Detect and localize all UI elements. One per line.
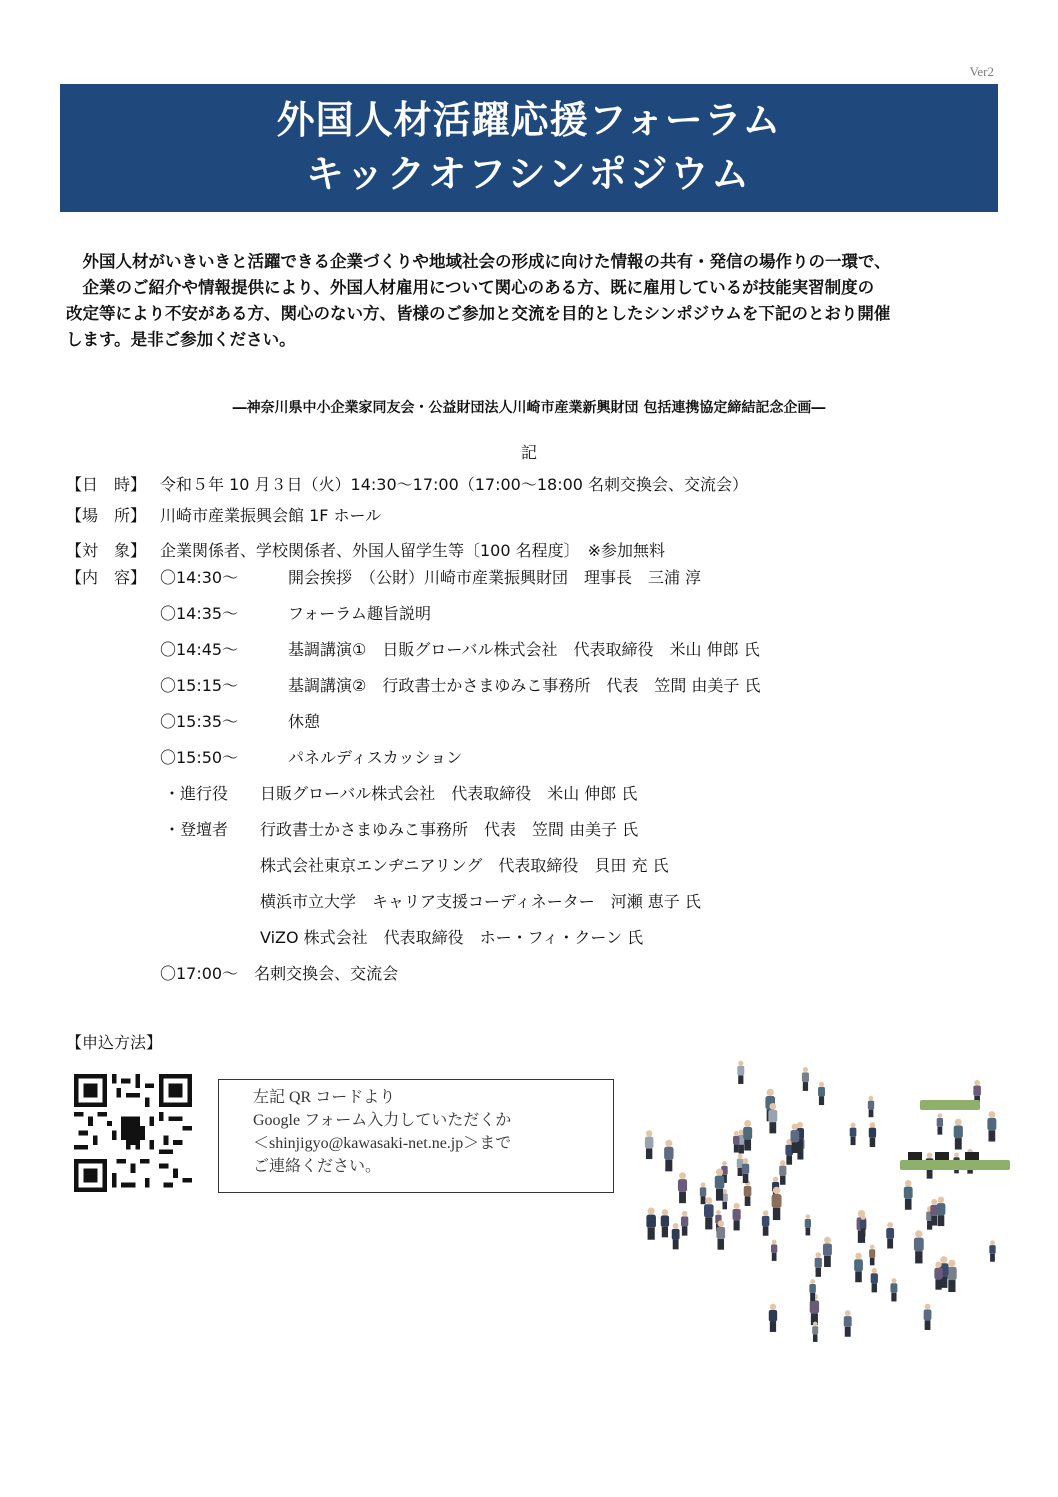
person-figure xyxy=(869,1122,876,1147)
content-row xyxy=(66,565,160,588)
person-figure xyxy=(733,1203,741,1231)
program-time: 〇15:15～ xyxy=(160,676,239,695)
person-figure xyxy=(737,1061,744,1084)
speaker-name: 横浜市立大学 キャリア支援コーディネーター 河瀬 恵子 氏 xyxy=(260,892,701,911)
intro-line: 企業のご紹介や情報提供により、外国人材雇用について関心のある方、既に雇用しているが技能実習制度の xyxy=(66,278,875,297)
date-row xyxy=(66,472,748,495)
person-figure xyxy=(860,1215,866,1236)
program-desc: 開会挨拶 （公財）川崎市産業振興財団 理事長 三浦 淳 xyxy=(288,568,702,587)
apply-line: 左記 QR コードより xyxy=(253,1089,396,1106)
person-figure xyxy=(868,1096,874,1117)
person-figure xyxy=(844,1310,852,1337)
program-desc: フォーラム趣旨説明 xyxy=(288,604,432,623)
person-figure xyxy=(645,1130,654,1159)
program-time: 〇15:50～ xyxy=(160,748,239,767)
person-figure xyxy=(890,1278,897,1301)
person-figure xyxy=(771,1240,777,1261)
person-figure xyxy=(805,1214,811,1235)
program-time: 〇14:30～ xyxy=(160,568,239,587)
date-label: 【日 時】 xyxy=(66,475,147,494)
person-figure xyxy=(661,1209,669,1237)
person-figure xyxy=(762,1210,770,1236)
person-figure xyxy=(791,1124,800,1153)
speaker-name: 株式会社東京エンヂニアリング 代表取締役 貝田 充 氏 xyxy=(260,856,669,875)
person-figure xyxy=(704,1197,714,1229)
person-figure xyxy=(744,1180,752,1206)
title-line-2: キックオフシンポジウム xyxy=(305,152,753,196)
content-label: 【内 容】 xyxy=(66,568,147,587)
person-figure xyxy=(772,1187,782,1220)
program-item xyxy=(160,709,320,732)
program-desc: 基調講演② 行政書士かさまゆみこ事務所 代表 笠間 由美子 氏 xyxy=(288,676,761,695)
program-item xyxy=(160,637,760,660)
target-row xyxy=(66,538,665,561)
date-value: 令和５年 10 月３日（火）14:30～17:00（17:00～18:00 名刺交換会、交流会） xyxy=(160,475,749,494)
person-figure xyxy=(869,1245,875,1266)
person-figure xyxy=(809,1279,816,1301)
speakers-role: ・登壇者 xyxy=(164,820,229,839)
person-figure xyxy=(886,1222,894,1248)
program-time: 〇15:35～ xyxy=(160,712,239,731)
person-figure xyxy=(904,1180,913,1210)
intro-line: 改定等により不安がある方、関心のない方、皆様のご参加と交流を目的としたシンポジウムを下記のとおり開催 xyxy=(66,304,891,323)
person-figure xyxy=(802,1067,809,1091)
program-desc: パネルディスカッション xyxy=(288,748,463,767)
program-desc: 基調講演① 日販グローバル株式会社 代表取締役 米山 伸郎 氏 xyxy=(288,640,760,659)
sponsor-subtitle: ―神奈川県中小企業家同友会・公益財団法人川崎市産業新興財団 包括連携協定締結記念企画― xyxy=(232,400,826,416)
person-figure xyxy=(914,1230,924,1263)
person-figure xyxy=(681,1211,688,1236)
person-figure xyxy=(742,1158,749,1183)
panel-speaker xyxy=(164,817,638,840)
person-figure xyxy=(678,1172,687,1203)
target-label: 【対 象】 xyxy=(66,541,147,560)
person-figure xyxy=(987,1111,996,1141)
moderator-name: 日販グローバル株式会社 代表取締役 米山 伸郎 氏 xyxy=(260,784,638,803)
program-item xyxy=(160,745,462,768)
person-figure xyxy=(716,1220,725,1249)
ki-heading: 記 xyxy=(520,443,537,462)
person-figure xyxy=(947,1260,957,1292)
person-figure xyxy=(768,1103,777,1133)
apply-line: Google フォーム入力していただくか xyxy=(253,1112,512,1129)
intro-line: 外国人材がいきいきと活躍できる企業づくりや地域社会の形成に向けた情報の共有・発信の場作りの一環で、 xyxy=(66,252,891,271)
person-figure xyxy=(715,1169,725,1201)
people-networking-illustration xyxy=(630,1040,1040,1350)
program-item xyxy=(160,565,701,588)
person-figure xyxy=(871,1268,878,1293)
qr-code-icon[interactable] xyxy=(74,1074,192,1192)
moderator-role: ・進行役 xyxy=(164,784,229,803)
person-figure xyxy=(779,1160,786,1185)
person-figure xyxy=(823,1237,832,1267)
apply-heading: 【申込方法】 xyxy=(66,1033,163,1052)
person-figure xyxy=(672,1223,680,1249)
person-figure xyxy=(854,1253,863,1283)
person-figure xyxy=(769,1304,777,1332)
person-figure xyxy=(924,1304,932,1330)
intro-line: します。是非ご参加ください。 xyxy=(66,330,296,349)
person-figure xyxy=(664,1140,673,1172)
person-figure xyxy=(743,1120,752,1150)
place-row xyxy=(66,503,381,526)
person-figure xyxy=(954,1119,963,1150)
person-figure xyxy=(818,1082,825,1105)
program-time: 〇14:45～ xyxy=(160,640,239,659)
title-banner xyxy=(60,84,998,212)
apply-line: ご連絡ください。 xyxy=(253,1158,382,1175)
person-figure xyxy=(815,1252,822,1277)
apply-email-line: ＜shinjigyo@kawasaki-net.ne.jp＞まで xyxy=(253,1135,512,1152)
place-value: 川崎市産業振興会館 1F ホール xyxy=(160,506,382,525)
speaker-name: ViZO 株式会社 代表取締役 ホー・フィ・クーン 氏 xyxy=(260,928,644,947)
place-label: 【場 所】 xyxy=(66,506,147,525)
program-item xyxy=(160,673,761,696)
intro-paragraph xyxy=(66,249,996,353)
person-figure xyxy=(646,1208,656,1240)
person-figure xyxy=(930,1199,938,1226)
program-desc: 休憩 xyxy=(288,712,321,731)
program-time: 〇14:35～ xyxy=(160,604,239,623)
person-figure xyxy=(937,1113,943,1134)
target-value: 企業関係者、学校関係者、外国人留学生等〔100 名程度〕 ※参加無料 xyxy=(160,541,666,560)
program-item xyxy=(160,601,431,624)
person-figure xyxy=(934,1261,942,1289)
closing-item: 〇17:00～ 名刺交換会、交流会 xyxy=(160,964,399,983)
person-figure xyxy=(812,1322,818,1342)
person-figure xyxy=(850,1123,857,1145)
apply-info-box xyxy=(218,1079,614,1193)
speaker-name: 行政書士かさまゆみこ事務所 代表 笠間 由美子 氏 xyxy=(260,820,639,839)
person-figure xyxy=(989,1240,995,1261)
person-figure xyxy=(733,1131,739,1152)
version-label: Ver2 xyxy=(969,64,994,79)
title-line-1: 外国人材活躍応援フォーラム xyxy=(276,98,782,142)
panel-moderator xyxy=(164,781,637,804)
